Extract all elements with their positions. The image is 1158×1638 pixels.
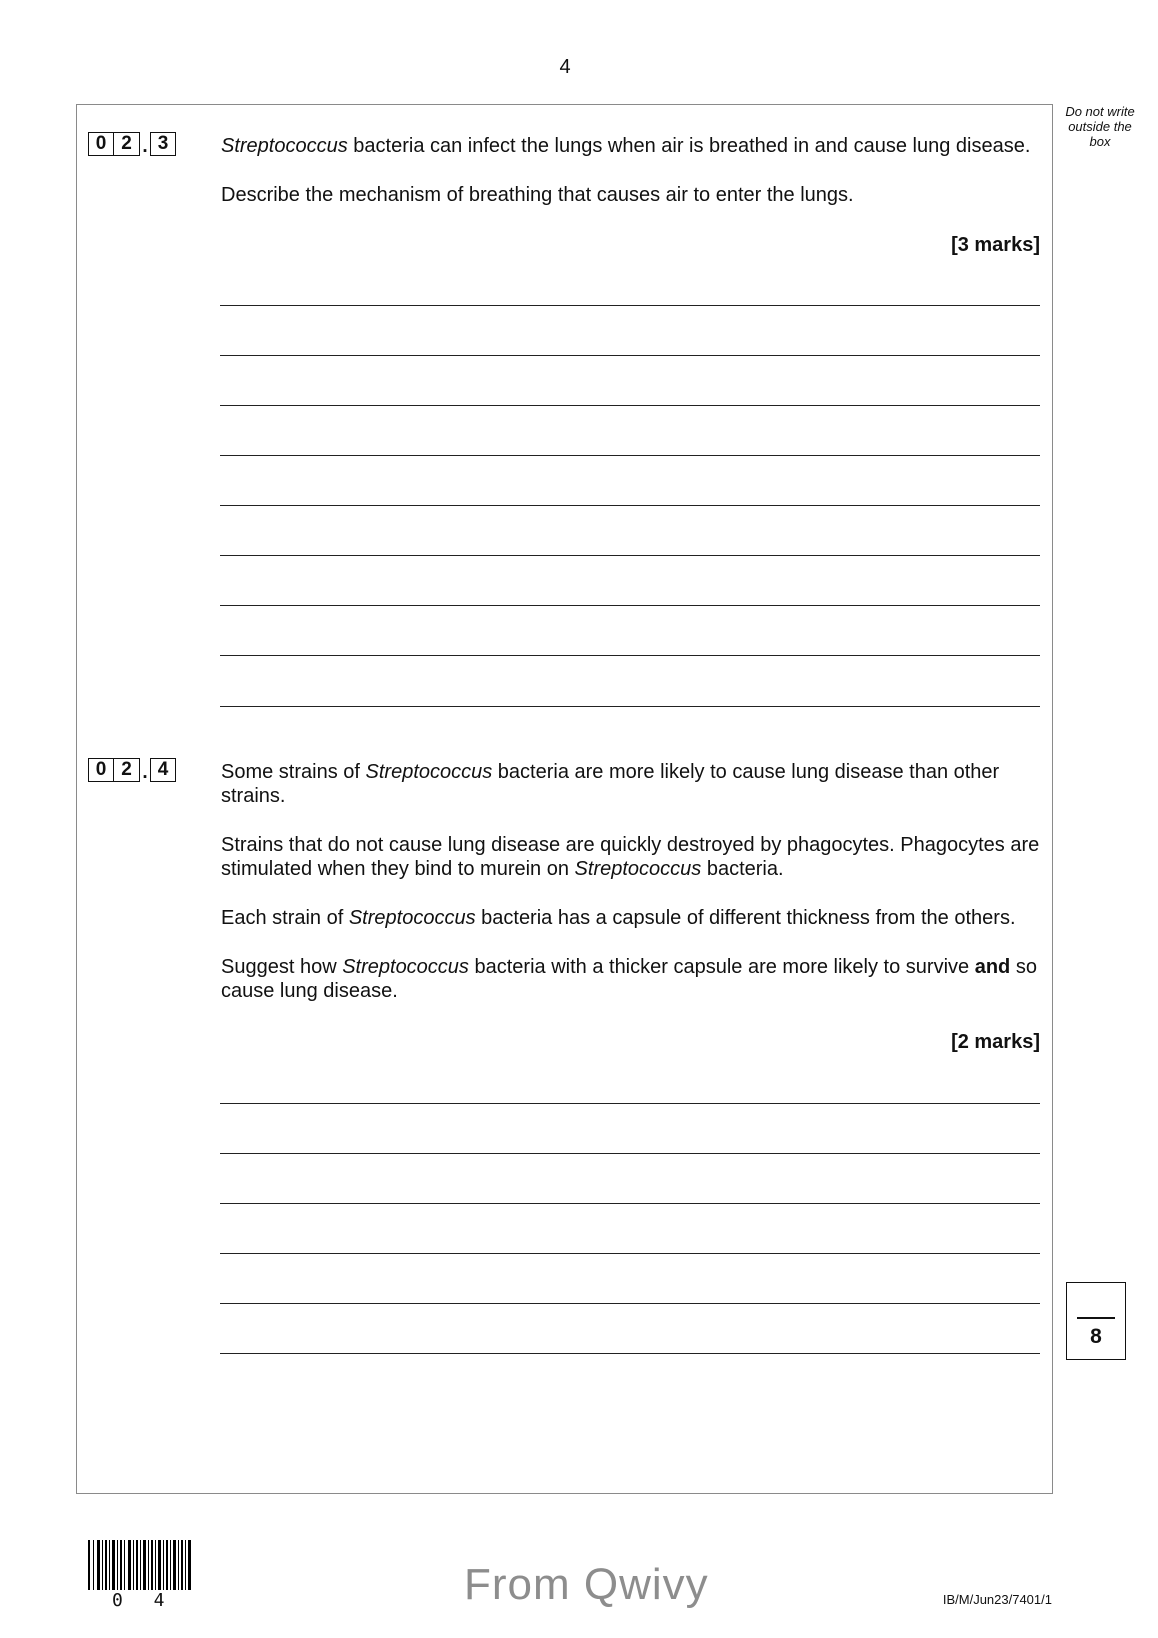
question-paragraph: [221, 833, 1041, 881]
question-number-02-4: [88, 758, 176, 782]
answer-line[interactable]: [220, 706, 1040, 707]
question-paragraph: [221, 134, 1041, 158]
question-digit: 0: [88, 132, 114, 156]
answer-line[interactable]: [220, 655, 1040, 656]
answer-line[interactable]: [220, 405, 1040, 406]
answer-line[interactable]: [220, 355, 1040, 356]
margin-note: Do not write outside the box: [1065, 104, 1135, 149]
answer-line[interactable]: [220, 1103, 1040, 1104]
text-run: and: [974, 956, 1011, 978]
score-box: [1066, 1282, 1126, 1360]
barcode-number: 0 4: [112, 1590, 175, 1611]
question-digit: 0: [88, 758, 114, 782]
answer-line[interactable]: [220, 1203, 1040, 1204]
answer-line[interactable]: [220, 555, 1040, 556]
question-digit: 2: [114, 758, 140, 782]
question-paragraph: [221, 760, 1041, 808]
text-run: Suggest how: [221, 956, 343, 978]
barcode-icon: [88, 1540, 192, 1590]
text-run: bacteria has a capsule of different thickness from the others.: [475, 907, 1016, 929]
question-digit: 2: [114, 132, 140, 156]
answer-line[interactable]: [220, 605, 1040, 606]
text-run: bacteria can infect the lungs when air is breathed in and cause lung disease.: [347, 135, 1031, 157]
answer-line[interactable]: [220, 505, 1040, 506]
answer-line[interactable]: [220, 1303, 1040, 1304]
text-run: Streptococcus: [365, 761, 493, 783]
score-divider: [1077, 1317, 1115, 1319]
question-digit: 3: [150, 132, 176, 156]
marks-02-4: [2 marks]: [951, 1031, 1040, 1053]
marks-02-3: [3 marks]: [951, 234, 1040, 256]
text-run: Strains that do not cause lung disease are quickly destroyed by phagocytes. Phagocytes are stimulated when they bind to murein on: [221, 834, 1040, 880]
answer-line[interactable]: [220, 1253, 1040, 1254]
question-digit: 4: [150, 758, 176, 782]
text-run: Streptococcus: [342, 956, 469, 978]
text-run: bacteria.: [701, 858, 784, 880]
question-text-02-3: [221, 134, 1041, 232]
text-run: so cause lung disease.: [221, 956, 1037, 1002]
text-run: Streptococcus: [221, 135, 348, 157]
question-paragraph: [221, 906, 1041, 930]
paper-reference: IB/M/Jun23/7401/1: [942, 1592, 1052, 1607]
question-text-02-4: [221, 760, 1041, 1028]
text-run: Streptococcus: [348, 907, 476, 929]
text-run: Some strains of: [221, 761, 366, 783]
question-number-02-3: [88, 132, 176, 156]
score-total: 8: [1090, 1325, 1102, 1348]
answer-line[interactable]: [220, 455, 1040, 456]
answer-line[interactable]: [220, 305, 1040, 306]
text-run: Each strain of: [221, 907, 349, 929]
answer-line[interactable]: [220, 1153, 1040, 1154]
watermark: From Qwivy: [464, 1560, 709, 1609]
text-run: bacteria with a thicker capsule are more likely to survive: [468, 956, 975, 978]
question-paragraph: [221, 955, 1041, 1003]
text-run: Streptococcus: [574, 858, 702, 880]
answer-line[interactable]: [220, 1353, 1040, 1354]
question-paragraph: [221, 183, 1041, 207]
question-dot: .: [142, 762, 148, 783]
text-run: bacteria are more likely to cause lung disease than other strains.: [221, 761, 1000, 807]
page-number: 4: [559, 56, 571, 78]
question-dot: .: [142, 136, 148, 157]
text-run: Describe the mechanism of breathing that causes air to enter the lungs.: [221, 184, 854, 206]
